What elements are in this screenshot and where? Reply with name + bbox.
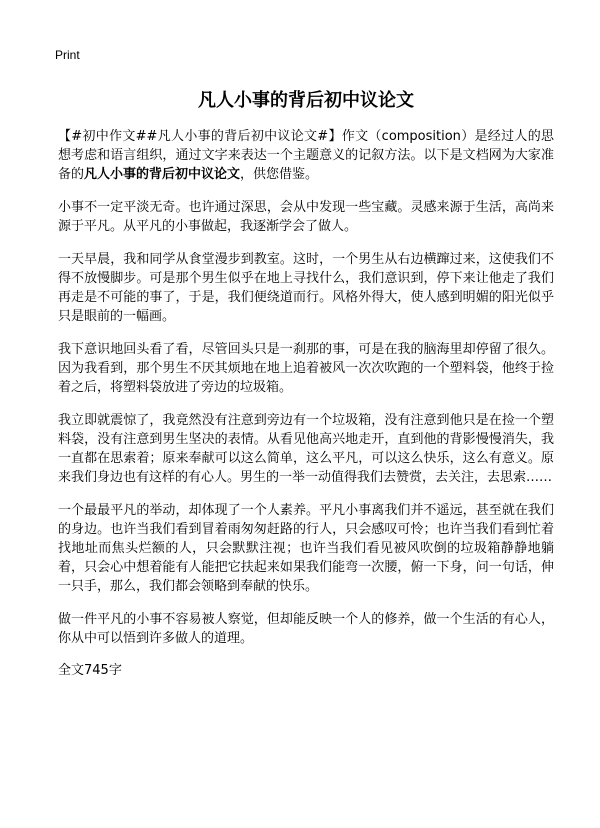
- print-link[interactable]: Print: [55, 48, 80, 62]
- body-paragraph-2: 一天早晨，我和同学从食堂漫步到教室。这时，一个男生从右边横蹿过来，这使我们不得不放慢脚步。可是那个男生似乎在地上寻找什么，我们意识到，停下来让他走了我们再走是不可能的事了，于是，我们便绕道而行。风格外得大，使人感到明媚的阳光似乎只是眼前的一幅画。: [58, 252, 554, 324]
- intro-text-end: ，供您借鉴。: [240, 167, 319, 182]
- body-paragraph-4: 我立即就震惊了，我竟然没有注意到旁边有一个垃圾箱，没有注意到他只是在捡一个塑料袋，没有注意到男生坚决的表情。从看见他高兴地走开，直到他的背影慢慢消失，我一直都在思索着；原来奉献可以这么简单，这么平凡，可以这么快乐，这么有意义。原来我们身边也有这样的有心人。男生的一举一动值得我们去赞赏，去关注，去思索……: [58, 413, 554, 485]
- intro-tag: 【#初中作文##凡人小事的背后初中议论文#】: [58, 129, 342, 144]
- intro-paragraph: [58, 127, 554, 184]
- intro-title-ref: 凡人小事的背后初中议论文: [84, 167, 241, 182]
- body-paragraph-1: 小事不一定平淡无奇。也许通过深思，会从中发现一些宝藏。灵感来源于生活，高尚来源于平凡。从平凡的小事做起，我逐渐学会了做人。: [58, 200, 554, 234]
- document-page: [55, 44, 554, 680]
- body-paragraph-5: 一个最最平凡的举动，却体现了一个人素养。平凡小事离我们并不遥远，甚至就在我们的身边。也许当我们看到冒着雨匆匆赶路的行人，只会感叹可怜；也许当我们看到忙着找地址而焦头烂额的人，只会默默注视；也许当我们看见被风吹倒的垃圾箱静静地躺着，只会心中想着能有人能把它扶起来如果我们能弯一次腰，俯一下身，问一句话，伸一只手，那么，我们都会领略到奉献的快乐。: [58, 503, 554, 594]
- body-paragraph-6: 做一件平凡的小事不容易被人察觉，但却能反映一个人的修养，做一个生活的有心人，你从中可以悟到许多做人的道理。: [58, 612, 554, 646]
- intro-text: 作文（composition）是经过人的思想考虑和语言组织，通过文字来表达一个主题意义的记叙方法。以下是文档网为大家准备的: [58, 129, 554, 182]
- article-title: 凡人小事的背后初中议论文: [198, 90, 414, 111]
- body-paragraph-3: 我下意识地回头看了看，尽管回头只是一刹那的事，可是在我的脑海里却停留了很久。因为我看到，那个男生不厌其烦地在地上追着被风一次次吹跑的一个塑料袋，他终于捡着之后，将塑料袋放进了旁边的垃圾箱。: [58, 342, 554, 395]
- word-count: 全文745字: [58, 663, 122, 678]
